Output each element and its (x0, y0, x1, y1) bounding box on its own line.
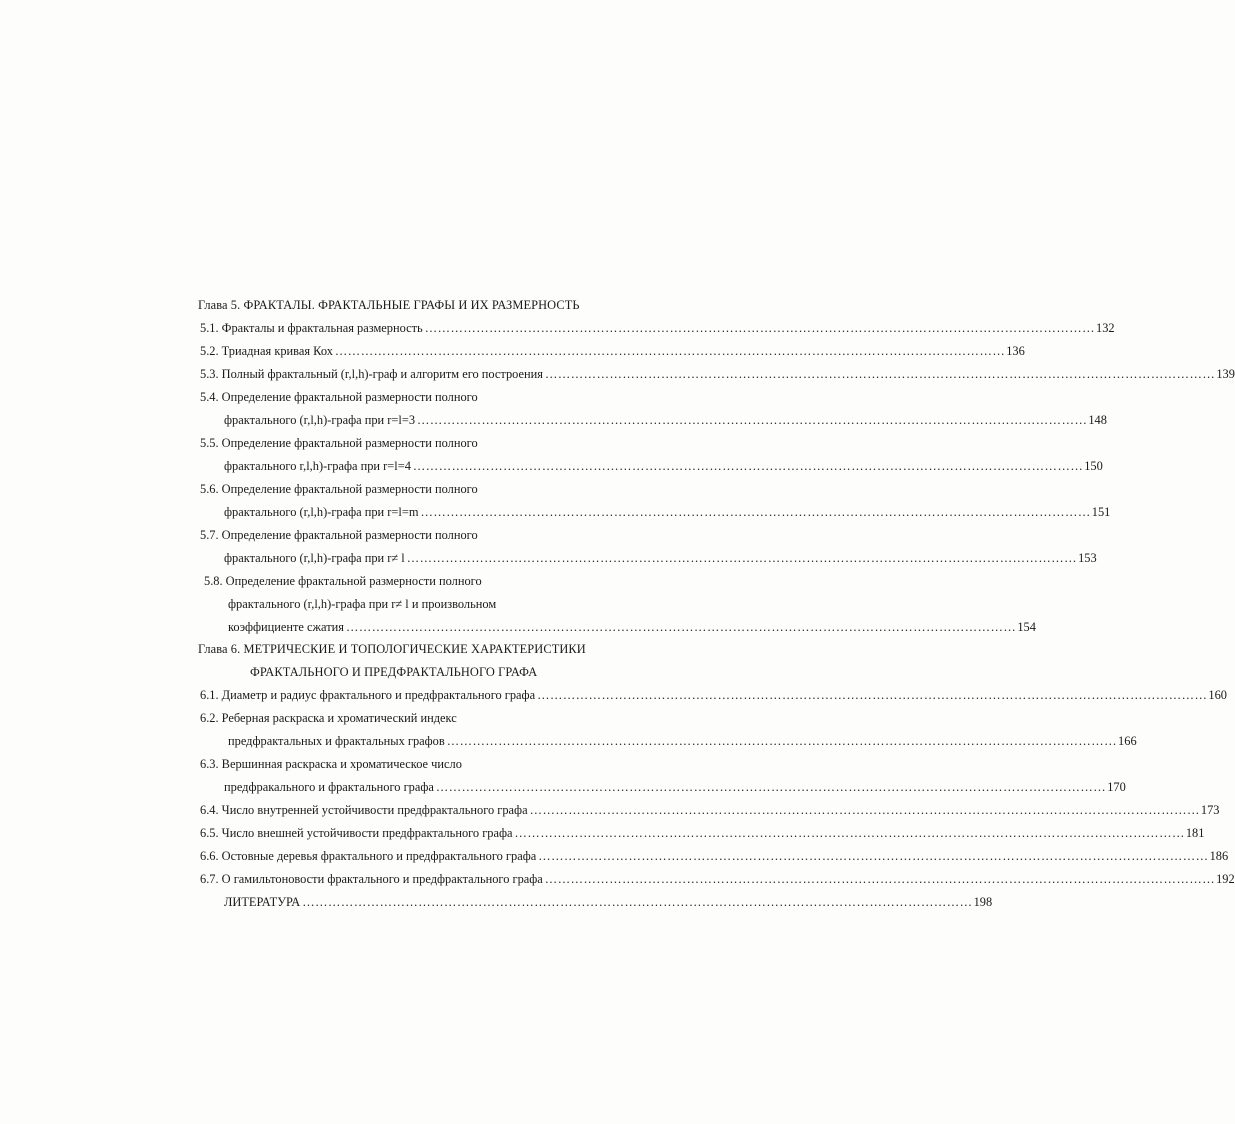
leader-dots: ………………………………………………………………………………………………………………………………………… (420, 505, 1091, 519)
leader-dots: ………………………………………………………………………………………………………………………………………… (529, 803, 1200, 817)
toc-entry-5-6[interactable] (224, 504, 1111, 520)
toc-entry-5-5[interactable] (224, 458, 1103, 474)
toc-entry-6-4[interactable] (200, 802, 1220, 818)
toc-page-number: 151 (1091, 505, 1111, 519)
toc-page-number: 148 (1088, 413, 1107, 427)
toc-entry-5-8-line2[interactable]: фрактального (r,l,h)-графа при r≠ l и произвольном (228, 597, 497, 611)
toc-entry-6-2[interactable] (228, 733, 1137, 749)
toc-entry-5-1[interactable] (200, 320, 1115, 336)
toc-entry-label: предфрактальных и фрактальных графов (228, 734, 445, 748)
toc-entry-label: предфракального и фрактального графа (224, 780, 434, 794)
toc-entry-5-6-line1[interactable]: 5.6. Определение фрактальной размерности полного (200, 482, 478, 496)
toc-page-number: 186 (1209, 849, 1229, 863)
toc-entry-label: фрактального (r,l,h)-графа при r=l=m (224, 505, 419, 519)
toc-entry-label: фрактального (r,l,h)-графа при r=l=3 (224, 413, 416, 427)
toc-page-number: 170 (1107, 780, 1126, 794)
toc-entry-6-3-line1[interactable]: 6.3. Вершинная раскраска и хроматическое число (200, 757, 462, 771)
chapter-6-title: Глава 6. МЕТРИЧЕСКИЕ И ТОПОЛОГИЧЕСКИЕ ХАРАКТЕРИСТИКИ (198, 642, 586, 656)
leader-dots: ………………………………………………………………………………………………………………………………………… (545, 367, 1216, 381)
leader-dots: ………………………………………………………………………………………………………………………………………… (346, 620, 1017, 634)
toc-page-number: 139 (1216, 367, 1235, 381)
toc-entry-6-7[interactable] (200, 871, 1235, 887)
toc-entry-label: 6.1. Диаметр и радиус фрактального и предфрактального графа (200, 688, 536, 702)
toc-entry-5-3[interactable] (200, 366, 1235, 382)
toc-entry-label: 5.2. Триадная кривая Кох (200, 344, 333, 358)
toc-entry-label: 5.1. Фракталы и фрактальная размерность (200, 321, 423, 335)
leader-dots: ………………………………………………………………………………………………………………………………………… (412, 459, 1084, 473)
toc-entry-label: 6.5. Число внешней устойчивости предфрактального графа (200, 826, 513, 840)
toc-entry-5-8-line1[interactable]: 5.8. Определение фрактальной размерности полного (204, 574, 482, 588)
toc-page-number: 153 (1078, 551, 1097, 565)
leader-dots: ………………………………………………………………………………………………………………………………………… (514, 826, 1185, 840)
leader-dots: ………………………………………………………………………………………………………………………………………… (537, 688, 1208, 702)
chapter-5-title: Глава 5. ФРАКТАЛЫ. ФРАКТАЛЬНЫЕ ГРАФЫ И ИХ РАЗМЕРНОСТЬ (198, 298, 580, 312)
leader-dots: ………………………………………………………………………………………………………………………………………… (538, 849, 1209, 863)
toc-entry-label: фрактального (r,l,h)-графа при r≠ l (224, 551, 405, 565)
leader-dots: ………………………………………………………………………………………………………………………………………… (417, 413, 1088, 427)
toc-entry-label: фрактального r,l,h)-графа при r=l=4 (224, 459, 411, 473)
toc-entry-6-1[interactable] (200, 687, 1227, 703)
toc-page-number: 181 (1185, 826, 1205, 840)
toc-entry-6-6[interactable] (200, 848, 1229, 864)
toc-entry-label: коэффициенте сжатия (228, 620, 344, 634)
toc-page-number: 160 (1208, 688, 1227, 702)
toc-entry-label: 6.6. Остовные деревья фрактального и предфрактального графа (200, 849, 537, 863)
leader-dots: ………………………………………………………………………………………………………………………………………… (446, 734, 1118, 748)
toc-page-number: 173 (1200, 803, 1220, 817)
leader-dots: ………………………………………………………………………………………………………………………………………… (544, 872, 1216, 886)
toc-entry-label: ЛИТЕРАТУРА (224, 895, 301, 909)
toc-page-number: 136 (1006, 344, 1025, 358)
leader-dots: ………………………………………………………………………………………………………………………………………… (424, 321, 1096, 335)
toc-page-number: 132 (1096, 321, 1115, 335)
toc-entry-6-3[interactable] (224, 779, 1126, 795)
toc-entry-5-4-line1[interactable]: 5.4. Определение фрактальной размерности полного (200, 390, 478, 404)
chapter-6-title-cont: ФРАКТАЛЬНОГО И ПРЕДФРАКТАЛЬНОГО ГРАФА (250, 665, 538, 679)
leader-dots: ………………………………………………………………………………………………………………………………………… (334, 344, 1006, 358)
toc-entry-label: 6.4. Число внутренней устойчивости предфрактального графа (200, 803, 528, 817)
toc-page-number: 166 (1118, 734, 1137, 748)
toc-entry-label: 6.7. О гамильтоновости фрактального и предфрактального графа (200, 872, 543, 886)
toc-entry-5-2[interactable] (200, 343, 1025, 359)
toc-page-number: 150 (1084, 459, 1103, 473)
toc-page-number: 192 (1216, 872, 1235, 886)
toc-page-number: 154 (1017, 620, 1036, 634)
toc-entry-5-4[interactable] (224, 412, 1107, 428)
leader-dots: ………………………………………………………………………………………………………………………………………… (435, 780, 1107, 794)
toc-entry-literature[interactable] (224, 894, 993, 910)
toc-entry-5-8[interactable] (228, 619, 1036, 635)
toc-entry-5-7-line1[interactable]: 5.7. Определение фрактальной размерности полного (200, 528, 478, 542)
toc-entry-6-2-line1[interactable]: 6.2. Реберная раскраска и хроматический индекс (200, 711, 457, 725)
leader-dots: ………………………………………………………………………………………………………………………………………… (406, 551, 1078, 565)
toc-page-number: 198 (973, 895, 993, 909)
toc-entry-6-5[interactable] (200, 825, 1205, 841)
toc-entry-5-7[interactable] (224, 550, 1097, 566)
leader-dots: ………………………………………………………………………………………………………………………………………… (302, 895, 973, 909)
toc-entry-label: 5.3. Полный фрактальный (r,l,h)-граф и алгоритм его построения (200, 367, 543, 381)
toc-entry-5-5-line1[interactable]: 5.5. Определение фрактальной размерности полного (200, 436, 478, 450)
